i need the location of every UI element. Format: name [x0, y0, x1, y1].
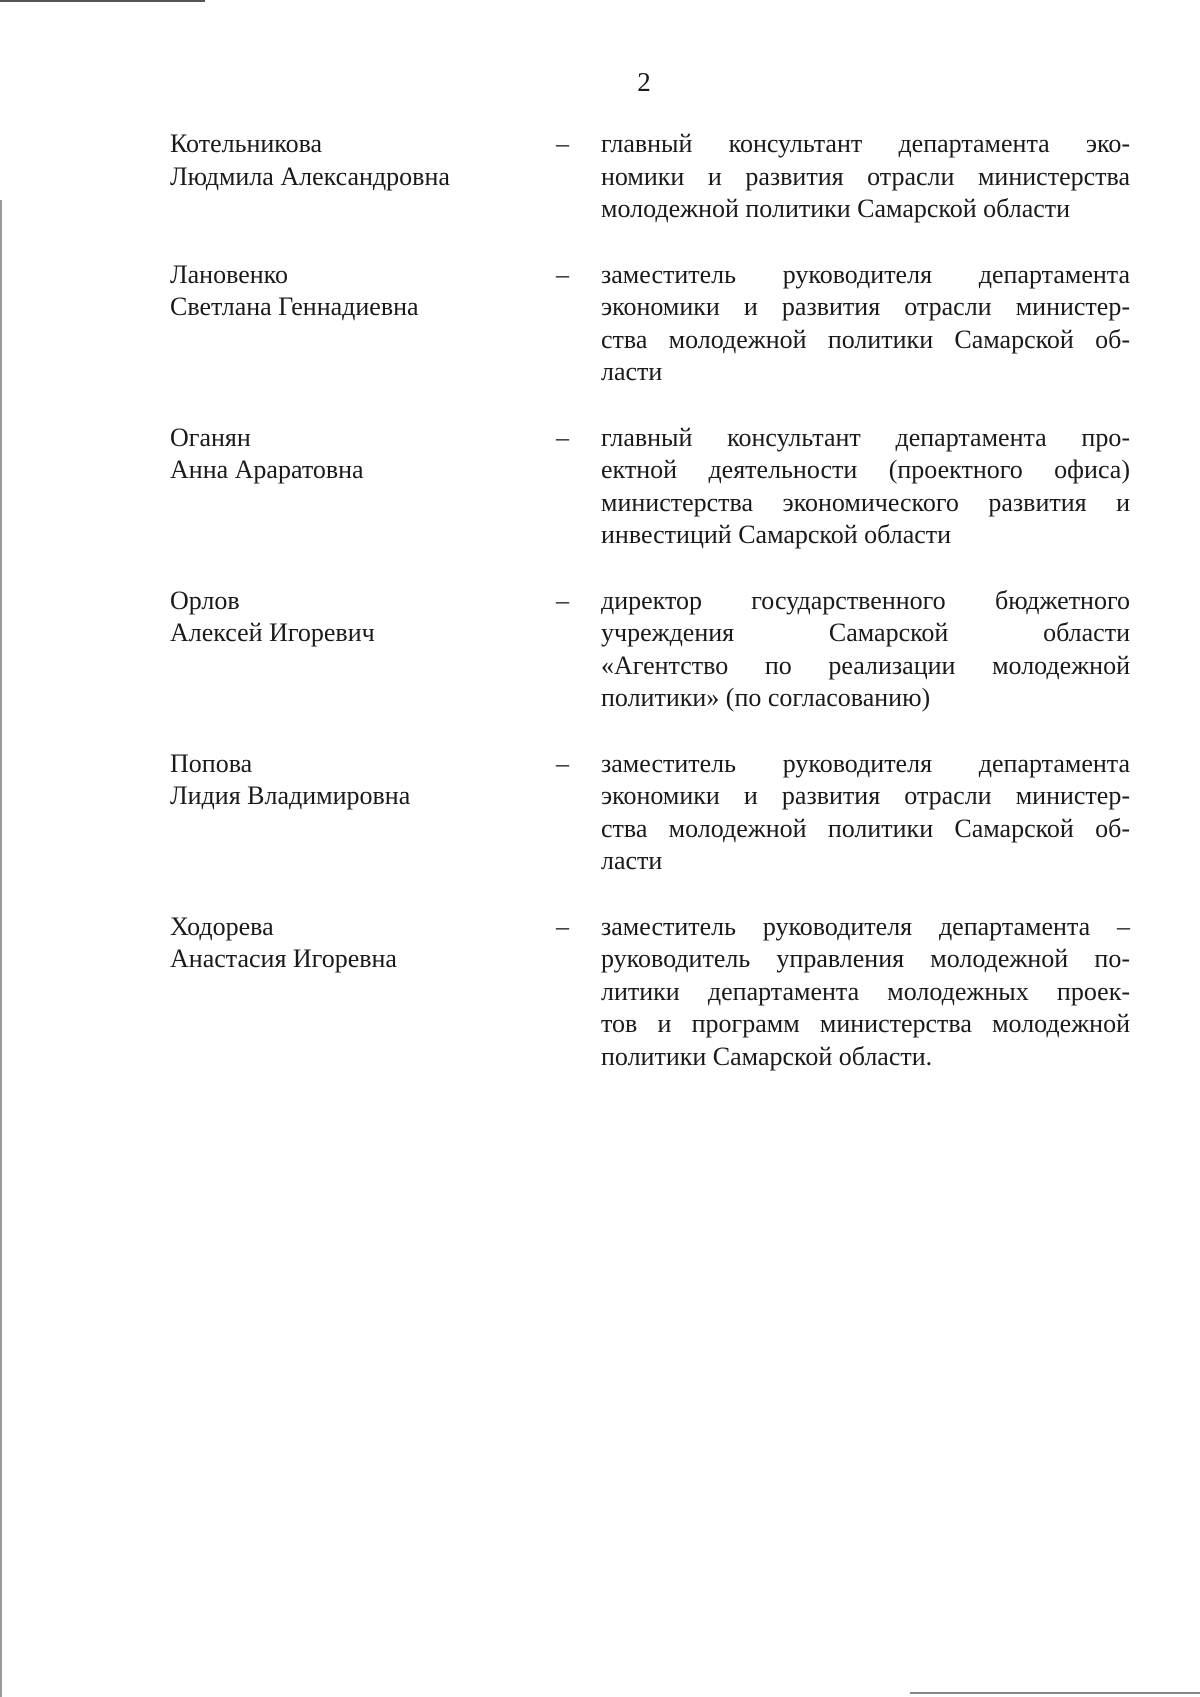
position-line: тов и программ министерства молодежной: [601, 1009, 1130, 1038]
position-line: заместитель руководителя департамента –: [601, 911, 1130, 941]
position-line: экономики и развития отрасли министер-: [601, 292, 1130, 321]
scan-edge-line-left: [0, 200, 2, 1697]
position-line: главный консультант департамента эко-: [601, 129, 1130, 158]
position-line: политики» (по согласованию): [601, 683, 931, 712]
position-line: инвестиций Самарской области: [601, 520, 952, 549]
member-position: [601, 259, 1130, 389]
member-entry: [170, 128, 1130, 226]
position-line: руководитель управления молодежной по-: [601, 944, 1130, 973]
position-line: ства молодежной политики Самарской об-: [601, 324, 1130, 354]
position-line: ласти: [601, 357, 663, 386]
member-given-names: Лидия Владимировна: [170, 781, 411, 810]
entry-dash: –: [556, 129, 569, 158]
member-surname: Попова: [170, 748, 253, 778]
entry-dash: –: [556, 748, 569, 778]
member-given-names: Анастасия Игоревна: [170, 944, 397, 973]
entry-dash: –: [556, 422, 569, 452]
member-entry: [170, 748, 1130, 878]
position-line: «Агентство по реализации молодежной: [601, 650, 1130, 680]
position-line: министерства экономического развития и: [601, 487, 1130, 517]
member-surname: Орлов: [170, 585, 240, 615]
member-position: [601, 128, 1130, 226]
member-name: [170, 259, 530, 324]
position-line: заместитель руководителя департамента: [601, 748, 1130, 778]
committee-member-list: [170, 128, 1130, 1106]
member-name: [170, 748, 530, 813]
member-entry: [170, 585, 1130, 715]
entry-dash: –: [556, 585, 569, 615]
position-line: экономики и развития отрасли министер-: [601, 781, 1130, 810]
member-name: [170, 911, 530, 976]
member-position: [601, 585, 1130, 715]
position-line: ства молодежной политики Самарской об-: [601, 813, 1130, 843]
scan-edge-line-bottom: [910, 1692, 1200, 1694]
member-given-names: Светлана Геннадиевна: [170, 292, 419, 321]
member-name: [170, 422, 530, 487]
member-given-names: Анна Араратовна: [170, 455, 364, 484]
member-position: [601, 748, 1130, 878]
position-line: директор государственного бюджетного: [601, 585, 1130, 615]
member-surname: Оганян: [170, 422, 251, 452]
entry-dash: –: [556, 911, 569, 941]
position-line: ектной деятельности (проектного офиса): [601, 455, 1130, 484]
position-line: главный консультант департамента про-: [601, 422, 1130, 452]
member-position: [601, 422, 1130, 552]
position-line: номики и развития отрасли министерства: [601, 161, 1130, 191]
member-given-names: Людмила Александровна: [170, 161, 450, 191]
position-line: молодежной политики Самарской области: [601, 194, 1071, 223]
position-line: ласти: [601, 846, 663, 875]
member-surname: Котельникова: [170, 129, 323, 158]
page-number: 2: [637, 67, 651, 97]
member-entry: [170, 422, 1130, 552]
member-name: [170, 128, 530, 193]
position-line: политики Самарской области.: [601, 1041, 933, 1071]
member-name: [170, 585, 530, 650]
member-entry: [170, 911, 1130, 1074]
member-entry: [170, 259, 1130, 389]
member-given-names: Алексей Игоревич: [170, 618, 375, 647]
position-line: заместитель руководителя департамента: [601, 259, 1130, 289]
scan-edge-line-top: [0, 0, 205, 2]
member-position: [601, 911, 1130, 1074]
member-surname: Ходорева: [170, 911, 274, 941]
entry-dash: –: [556, 259, 569, 289]
member-surname: Лановенко: [170, 259, 288, 289]
position-line: литики департамента молодежных проек-: [601, 976, 1130, 1006]
position-line: учреждения Самарской области: [601, 618, 1130, 647]
